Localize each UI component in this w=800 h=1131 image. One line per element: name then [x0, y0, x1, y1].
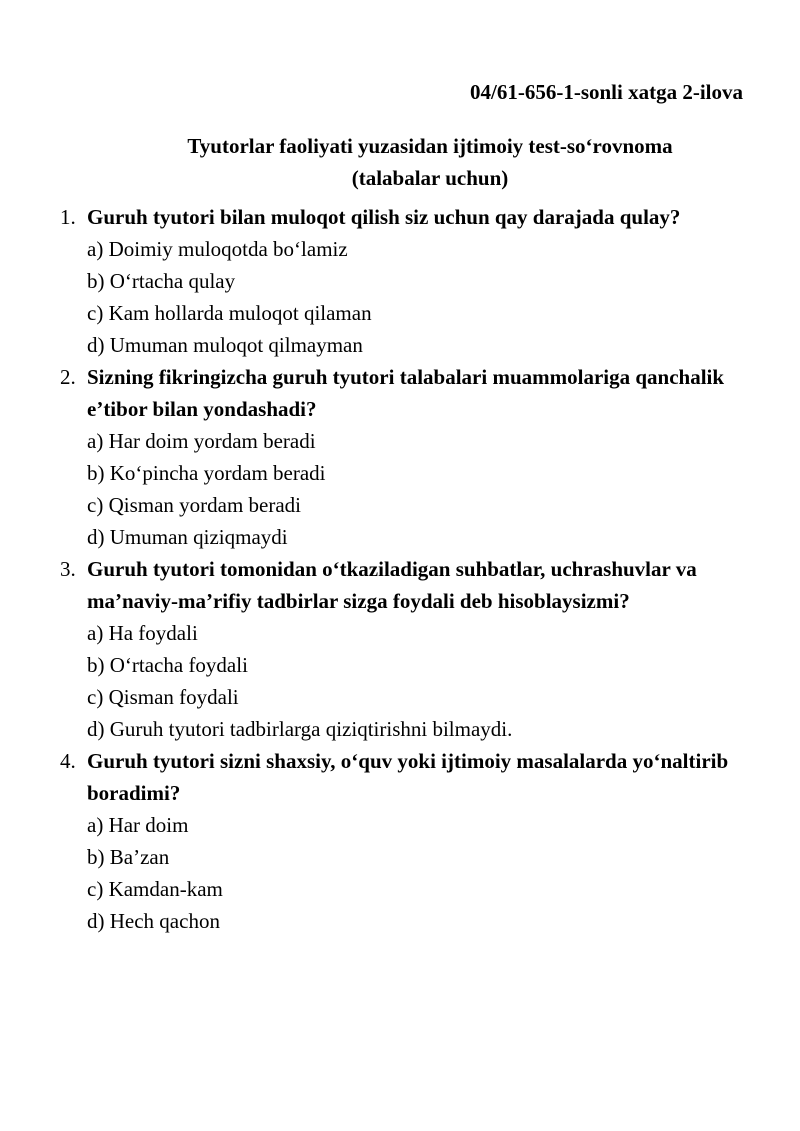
question-number: 3.: [60, 557, 76, 581]
question-text: Guruh tyutori sizni shaxsiy, o‘quv yoki ijtimoiy masalalarda yo‘naltirib boradimi?: [87, 749, 729, 805]
option-c: c) Qisman foydali: [87, 685, 239, 709]
option-b: b) O‘rtacha foydali: [87, 653, 248, 677]
title-line-1: Tyutorlar faoliyati yuzasidan ijtimoiy test-so‘rovnoma: [187, 134, 673, 158]
question-number: 4.: [60, 749, 76, 773]
option-c: c) Kam hollarda muloqot qilaman: [87, 301, 372, 325]
option-d: d) Umuman muloqot qilmayman: [87, 333, 363, 357]
option-c: c) Kamdan-kam: [87, 877, 223, 901]
option-d: d) Umuman qiziqmaydi: [87, 525, 288, 549]
document-reference: 04/61-656-1-sonli xatga 2-ilova: [470, 80, 743, 104]
questions-list: [60, 201, 760, 937]
question-text: Sizning fikringizcha guruh tyutori talabalari muammolariga qanchalik e’tibor bilan yondashadi?: [87, 365, 725, 421]
title-line-2: (talabalar uchun): [351, 166, 509, 190]
option-b: b) Ba’zan: [87, 845, 170, 869]
option-b: b) Ko‘pincha yordam beradi: [87, 461, 326, 485]
option-d: d) Guruh tyutori tadbirlarga qiziqtirishni bilmaydi.: [87, 717, 513, 741]
question-3: [60, 553, 760, 745]
option-a: a) Doimiy muloqotda bo‘lamiz: [87, 237, 348, 261]
question-text: Guruh tyutori tomonidan o‘tkaziladigan suhbatlar, uchrashuvlar va ma’naviy-ma’rifiy tadbirlar sizga foydali deb hisoblaysizmi?: [87, 557, 697, 613]
question-2: [60, 361, 760, 553]
document-title: [0, 130, 800, 194]
question-number: 1.: [60, 205, 76, 229]
question-number: 2.: [60, 365, 76, 389]
option-a: a) Har doim: [87, 813, 189, 837]
option-b: b) O‘rtacha qulay: [87, 269, 236, 293]
question-1: [60, 201, 760, 361]
question-text: Guruh tyutori bilan muloqot qilish siz uchun qay darajada qulay?: [87, 205, 681, 229]
option-a: a) Har doim yordam beradi: [87, 429, 316, 453]
option-d: d) Hech qachon: [87, 909, 220, 933]
question-4: [60, 745, 760, 937]
option-c: c) Qisman yordam beradi: [87, 493, 302, 517]
option-a: a) Ha foydali: [87, 621, 198, 645]
